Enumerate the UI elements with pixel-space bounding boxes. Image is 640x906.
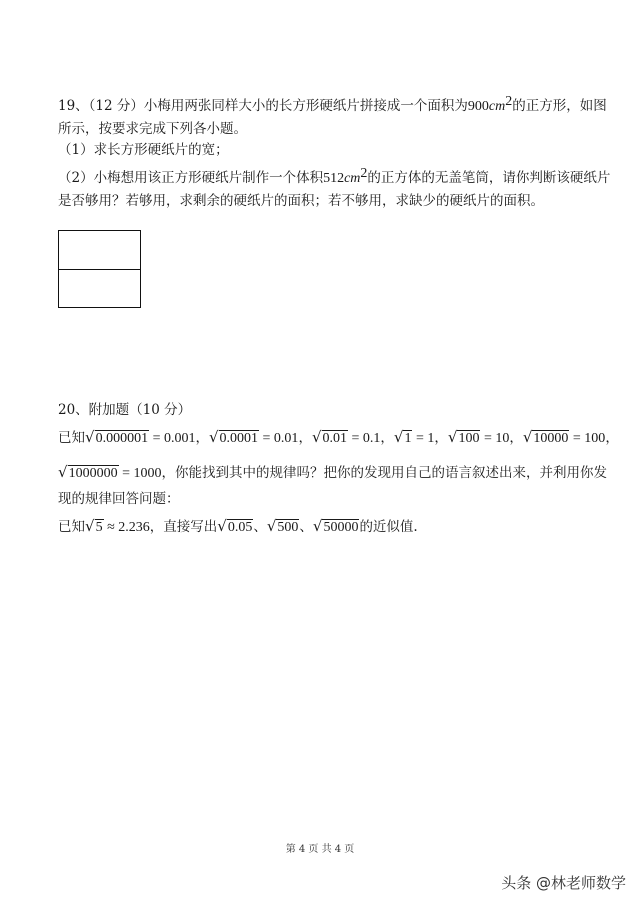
root-value: = 10 xyxy=(483,431,510,446)
figure-divider xyxy=(59,269,140,270)
approx-value: ≈ 2.236 xyxy=(107,520,150,535)
sqrt-5 xyxy=(85,516,150,538)
q20-text: 已知 xyxy=(58,519,85,535)
q19-text: 19、（12 分）小梅用两张同样大小的长方形硬纸片拼接成一个面积为 xyxy=(58,98,468,114)
radicand: 0.01 xyxy=(322,431,347,446)
radicand: 5 xyxy=(95,520,103,535)
radical-sign: √ xyxy=(85,428,95,446)
volume-exponent: 2 xyxy=(360,166,368,181)
root-value: = 0.01 xyxy=(262,431,299,446)
q19-text: 的正方形，如图 xyxy=(512,98,607,114)
q20-title: 20、附加题（10 分） xyxy=(58,402,192,418)
root-value: = 100 xyxy=(572,431,606,446)
separator: 、 xyxy=(253,519,267,535)
comma: ， xyxy=(509,430,523,446)
comma: ， xyxy=(605,430,619,446)
radical-sign: √ xyxy=(393,428,404,446)
comma: ， xyxy=(434,430,448,446)
volume-number: 512 xyxy=(323,171,345,186)
radical-sign: √ xyxy=(58,463,68,481)
area-unit: cm xyxy=(488,99,506,114)
sqrt-0-05 xyxy=(217,516,253,538)
q20-given: 已知 xyxy=(58,430,85,446)
radical-sign: √ xyxy=(522,428,533,446)
q19-part2-line2: 是否够用？若够用，求剩余的硬纸片的面积；若不够用，求缺少的硬纸片的面积。 xyxy=(58,193,544,209)
sqrt-expr-1 xyxy=(85,427,195,449)
comma: ， xyxy=(380,430,394,446)
root-value: = 0.001 xyxy=(152,431,196,446)
volume-unit: cm xyxy=(344,171,361,186)
q20-line3 xyxy=(58,462,607,484)
radicand: 50000 xyxy=(323,520,359,535)
radical-sign: √ xyxy=(311,428,322,446)
q20-text: ，直接写出 xyxy=(149,519,218,535)
root-value: = 1 xyxy=(415,431,435,446)
radicand: 0.0001 xyxy=(219,431,259,446)
radical-sign: √ xyxy=(85,517,95,535)
q20-line4: 现的规律回答问题： xyxy=(58,491,180,507)
radical-sign: √ xyxy=(312,517,323,535)
sqrt-expr-3 xyxy=(312,427,380,449)
page-footer: 第 4 页 共 4 页 xyxy=(285,844,355,855)
q20-text: 的近似值. xyxy=(359,519,418,535)
q20-line2 xyxy=(58,427,619,449)
radicand: 0.05 xyxy=(227,520,253,535)
separator: 、 xyxy=(299,519,313,535)
sqrt-expr-7 xyxy=(58,462,161,484)
root-value: = 0.1 xyxy=(351,431,381,446)
q19-part2-line1 xyxy=(58,164,610,189)
sqrt-expr-5 xyxy=(448,427,509,449)
comma: ， xyxy=(195,430,209,446)
radical-sign: √ xyxy=(266,517,277,535)
comma: ， xyxy=(298,430,312,446)
radical-sign: √ xyxy=(208,428,219,446)
q19-text: 的正方体的无盖笔筒，请你判断该硬纸片 xyxy=(367,170,611,186)
radicand: 0.000001 xyxy=(95,431,149,446)
q19-line1 xyxy=(58,92,607,117)
root-value: = 1000 xyxy=(122,466,162,481)
area-exponent: 2 xyxy=(505,94,513,109)
sqrt-500 xyxy=(267,516,300,538)
q19-text: （2）小梅想用该正方形硬纸片制作一个体积 xyxy=(58,170,324,186)
watermark: 头条 @林老师数学 xyxy=(501,874,626,892)
radicand: 100 xyxy=(458,431,480,446)
sqrt-50000 xyxy=(313,516,360,538)
radical-sign: √ xyxy=(447,428,458,446)
radicand: 1 xyxy=(404,431,412,446)
area-number: 900 xyxy=(467,99,489,114)
q20-line5 xyxy=(58,516,418,538)
radical-sign: √ xyxy=(217,517,227,535)
q19-part1: （1）求长方形硬纸片的宽； xyxy=(58,142,229,158)
sqrt-expr-2 xyxy=(209,427,298,449)
radicand: 1000000 xyxy=(68,466,118,481)
radicand: 10000 xyxy=(533,431,569,446)
q19-line2: 所示，按要求完成下列各小题。 xyxy=(58,121,247,137)
sqrt-expr-4 xyxy=(394,427,434,449)
radicand: 500 xyxy=(277,520,299,535)
square-figure xyxy=(58,230,141,308)
q20-text: ，你能找到其中的规律吗？把你的发现用自己的语言叙述出来，并利用你发 xyxy=(161,465,607,481)
sqrt-expr-6 xyxy=(523,427,605,449)
